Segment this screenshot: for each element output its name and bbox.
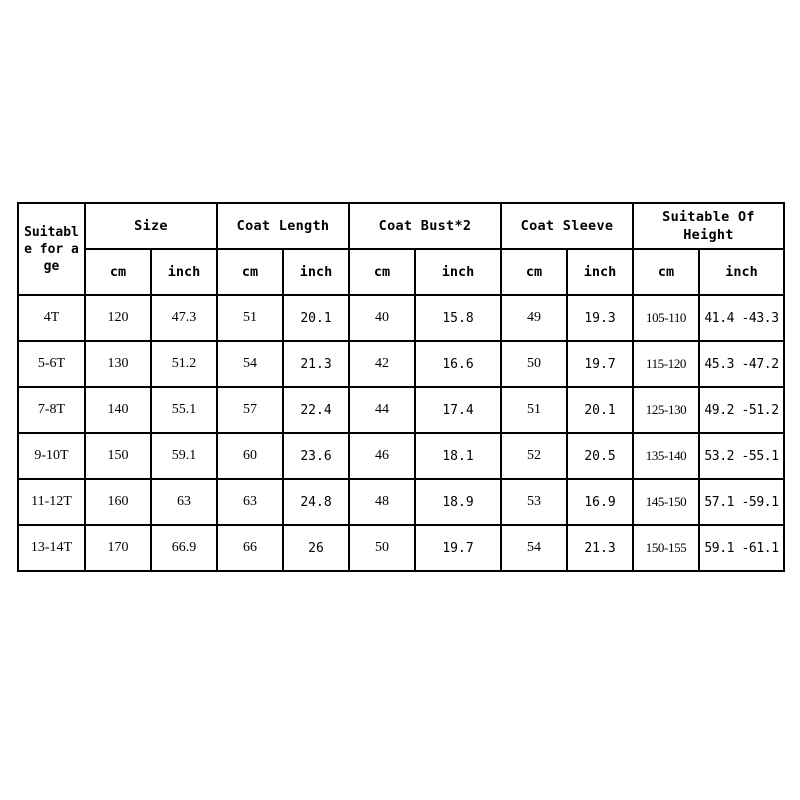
unit-inch-header: inch	[699, 249, 784, 295]
size-inch-cell: 66.9	[151, 525, 217, 571]
age-cell: 7-8T	[18, 387, 85, 433]
length-inch-cell: 22.4	[283, 387, 349, 433]
size-inch-cell: 59.1	[151, 433, 217, 479]
length-inch-cell: 26	[283, 525, 349, 571]
size-cm-cell: 130	[85, 341, 151, 387]
bust-inch-cell: 15.8	[415, 295, 501, 341]
height-cm-cell: 115-120	[633, 341, 699, 387]
bust-inch-cell: 18.9	[415, 479, 501, 525]
height-cm-cell: 125-130	[633, 387, 699, 433]
length-inch-cell: 23.6	[283, 433, 349, 479]
table-row	[18, 433, 784, 479]
sleeve-cm-cell: 50	[501, 341, 567, 387]
bust-inch-cell: 19.7	[415, 525, 501, 571]
sleeve-inch-cell: 19.7	[567, 341, 633, 387]
unit-inch-header: inch	[283, 249, 349, 295]
sleeve-cm-cell: 54	[501, 525, 567, 571]
unit-inch-header: inch	[415, 249, 501, 295]
size-header: Size	[85, 203, 217, 249]
age-header: Suitable for age	[18, 203, 85, 295]
unit-cm-header: cm	[349, 249, 415, 295]
height-cm-cell: 145-150	[633, 479, 699, 525]
size-cm-cell: 120	[85, 295, 151, 341]
height-inch-cell: 41.4 -43.3	[699, 295, 784, 341]
length-cm-cell: 66	[217, 525, 283, 571]
length-cm-cell: 60	[217, 433, 283, 479]
sleeve-inch-cell: 21.3	[567, 525, 633, 571]
bust-cm-cell: 42	[349, 341, 415, 387]
table-row	[18, 341, 784, 387]
bust-cm-cell: 46	[349, 433, 415, 479]
length-inch-cell: 20.1	[283, 295, 349, 341]
length-inch-cell: 21.3	[283, 341, 349, 387]
unit-cm-header: cm	[85, 249, 151, 295]
length-cm-cell: 51	[217, 295, 283, 341]
table-row	[18, 525, 784, 571]
bust-inch-cell: 16.6	[415, 341, 501, 387]
height-cm-cell: 105-110	[633, 295, 699, 341]
coat-sleeve-header: Coat Sleeve	[501, 203, 633, 249]
unit-cm-header: cm	[217, 249, 283, 295]
sleeve-cm-cell: 52	[501, 433, 567, 479]
length-inch-cell: 24.8	[283, 479, 349, 525]
age-cell: 13-14T	[18, 525, 85, 571]
bust-cm-cell: 48	[349, 479, 415, 525]
height-inch-cell: 49.2 -51.2	[699, 387, 784, 433]
size-inch-cell: 63	[151, 479, 217, 525]
length-cm-cell: 57	[217, 387, 283, 433]
sleeve-cm-cell: 53	[501, 479, 567, 525]
unit-cm-header: cm	[501, 249, 567, 295]
bust-cm-cell: 40	[349, 295, 415, 341]
header-row-units	[18, 249, 784, 295]
bust-inch-cell: 17.4	[415, 387, 501, 433]
size-chart-table	[17, 202, 785, 572]
age-cell: 9-10T	[18, 433, 85, 479]
bust-cm-cell: 50	[349, 525, 415, 571]
sleeve-inch-cell: 20.5	[567, 433, 633, 479]
suitable-height-header: Suitable Of Height	[633, 203, 784, 249]
height-inch-cell: 57.1 -59.1	[699, 479, 784, 525]
table-row	[18, 295, 784, 341]
bust-inch-cell: 18.1	[415, 433, 501, 479]
length-cm-cell: 63	[217, 479, 283, 525]
sleeve-cm-cell: 51	[501, 387, 567, 433]
sleeve-cm-cell: 49	[501, 295, 567, 341]
table-row	[18, 387, 784, 433]
height-cm-cell: 135-140	[633, 433, 699, 479]
coat-bust-header: Coat Bust*2	[349, 203, 501, 249]
bust-cm-cell: 44	[349, 387, 415, 433]
age-cell: 4T	[18, 295, 85, 341]
unit-inch-header: inch	[567, 249, 633, 295]
size-cm-cell: 140	[85, 387, 151, 433]
sleeve-inch-cell: 16.9	[567, 479, 633, 525]
header-row-groups	[18, 203, 784, 249]
height-inch-cell: 45.3 -47.2	[699, 341, 784, 387]
height-cm-cell: 150-155	[633, 525, 699, 571]
unit-inch-header: inch	[151, 249, 217, 295]
height-inch-cell: 59.1 -61.1	[699, 525, 784, 571]
age-cell: 5-6T	[18, 341, 85, 387]
size-inch-cell: 47.3	[151, 295, 217, 341]
length-cm-cell: 54	[217, 341, 283, 387]
size-cm-cell: 170	[85, 525, 151, 571]
sleeve-inch-cell: 20.1	[567, 387, 633, 433]
size-cm-cell: 150	[85, 433, 151, 479]
sleeve-inch-cell: 19.3	[567, 295, 633, 341]
size-inch-cell: 51.2	[151, 341, 217, 387]
unit-cm-header: cm	[633, 249, 699, 295]
height-inch-cell: 53.2 -55.1	[699, 433, 784, 479]
size-cm-cell: 160	[85, 479, 151, 525]
coat-length-header: Coat Length	[217, 203, 349, 249]
size-inch-cell: 55.1	[151, 387, 217, 433]
table-row	[18, 479, 784, 525]
age-cell: 11-12T	[18, 479, 85, 525]
